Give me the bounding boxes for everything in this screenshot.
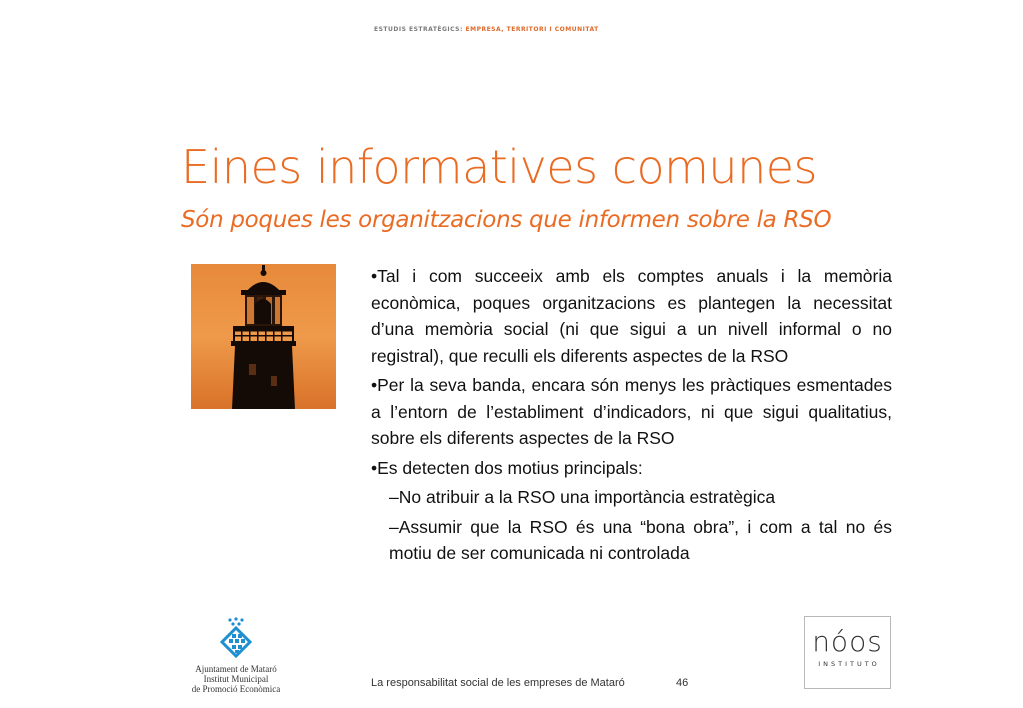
header-series-label <box>374 26 599 33</box>
bullet-list <box>371 263 892 570</box>
bullet-item: •Tal i com succeeix amb els comptes anuals i la memòria econòmica, poques organitzacions es plantegen la necessitat d’una memòria social (ni que sigui a un nivell informal o no registral), que reculli els diferents aspectes de la RSO <box>371 266 892 366</box>
sub-bullet-item: –No atribuir a la RSO una importància estratègica <box>389 487 776 507</box>
noos-logo-sub: INSTITUTO <box>818 660 880 668</box>
bullet-item: •Per la seva banda, encara són menys les pràctiques esmentades a l’entorn de l’establiment d’indicadors, ni que sigui qualitatius, sobre els diferents aspectes de la RSO <box>371 375 892 448</box>
sub-bullet-item: –Assumir que la RSO és una “bona obra”, i com a tal no és motiu de ser comunicada ni controlada <box>389 516 892 563</box>
ajuntament-mataro-logo <box>182 617 290 694</box>
slide-subtitle: Són poques les organitzacions que informen sobre la RSO <box>181 207 832 233</box>
ajuntament-line: Ajuntament de Mataró <box>195 664 277 674</box>
ajuntament-name <box>182 664 290 694</box>
noos-instituto-logo <box>804 616 891 689</box>
slide-title: Eines informatives comunes <box>181 140 818 194</box>
ajuntament-line: de Promoció Econòmica <box>191 684 281 694</box>
noos-logo-word: nóos <box>812 625 883 658</box>
header-series-prefix: ESTUDIS ESTRATÈGICS: <box>374 26 463 33</box>
page-number: 46 <box>676 677 689 689</box>
ajuntament-line: Institut Municipal <box>203 674 269 684</box>
footer-document-title: La responsabilitat social de les empreses de Mataró <box>371 677 625 689</box>
ajuntament-mataro-emblem-icon <box>216 617 256 659</box>
bullet-item: •Es detecten dos motius principals: <box>371 457 643 478</box>
header-series-topics: EMPRESA, TERRITORI I COMUNITAT <box>465 26 599 33</box>
lighthouse-image <box>191 264 336 409</box>
